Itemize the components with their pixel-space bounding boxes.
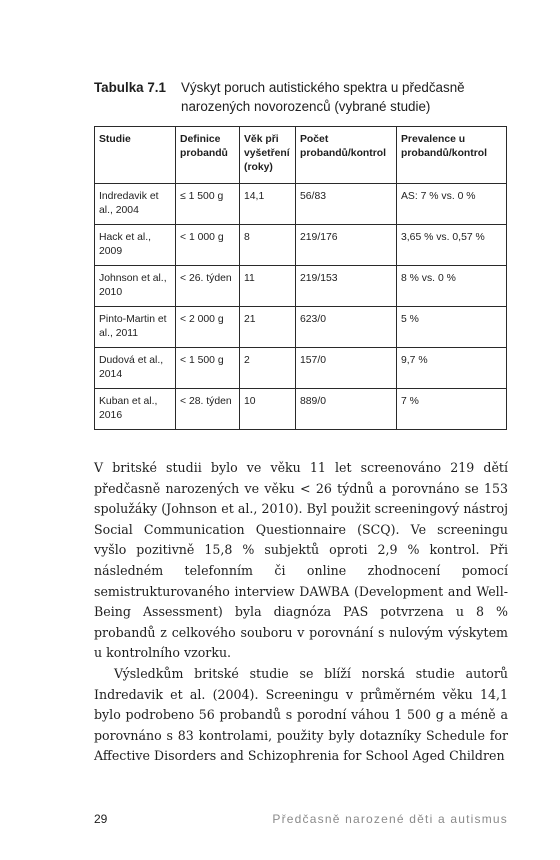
table-cell: Indredavik et al., 2004: [95, 184, 176, 225]
table-cell: 623/0: [296, 307, 397, 348]
table-header-row: [95, 127, 507, 184]
column-header: Studie: [95, 127, 176, 184]
table-cell: Johnson et al., 2010: [95, 266, 176, 307]
table-cell: 157/0: [296, 348, 397, 389]
table-cell: 56/83: [296, 184, 397, 225]
table-cell: 5 %: [397, 307, 507, 348]
table-cell: < 26. týden: [176, 266, 240, 307]
table-row: [95, 266, 507, 307]
table-cell: Kuban et al., 2016: [95, 389, 176, 430]
table-cell: < 1 500 g: [176, 348, 240, 389]
body-text: [94, 458, 508, 767]
table-cell: 8 % vs. 0 %: [397, 266, 507, 307]
table-cell: 10: [240, 389, 296, 430]
paragraph: V britské studii bylo ve věku 11 let screenováno 219 dětí předčasně narozených ve věku < 26 týdnů a porovnáno se 153 spolužáky (Johnson et al., 2010). Byl použit screeningový nástroj Social Communication Questionnaire (SCQ). Ve screeningu vyšlo pozitivně 15,8 % subjektů oproti 2,9 % kontrol. Při následném telefonním či online zhodnocení pomocí semistrukturovaného interview DAWBA (Development and Well-Being Assessment) byla diagnóza PAS potvrzena u 8 % probandů z celkového souboru v porovnání s nulovým výskytem u kontrolního vzorku.: [94, 460, 508, 661]
table-cell: < 28. týden: [176, 389, 240, 430]
table-row: [95, 307, 507, 348]
table-cell: 8: [240, 225, 296, 266]
table-cell: 21: [240, 307, 296, 348]
column-header: Definice probandů: [176, 127, 240, 184]
studies-table: [94, 126, 507, 430]
table-cell: ≤ 1 500 g: [176, 184, 240, 225]
page-number: 29: [94, 812, 108, 826]
table-label: Tabulka 7.1: [94, 80, 166, 95]
table-row: [95, 348, 507, 389]
table-cell: 219/176: [296, 225, 397, 266]
paragraph: Výsledkům britské studie se blíží norská studie autorů Indredavik et al. (2004). Screeningu v průměrném věku 14,1 bylo podrobeno 56 probandů s porodní váhou 1 500 g a méně a porovnáno s 83 kontrolami, použity byly dotazníky Schedule for Affective Disorders and Schizophrenia for School Aged Children: [94, 665, 508, 764]
table-row: [95, 389, 507, 430]
table-cell: < 2 000 g: [176, 307, 240, 348]
running-title: Předčasně narozené děti a autismus: [272, 812, 508, 826]
table-cell: < 1 000 g: [176, 225, 240, 266]
table-cell: Hack et al., 2009: [95, 225, 176, 266]
column-header: Počet probandů/kontrol: [296, 127, 397, 184]
column-header: Prevalence u probandů/kontrol: [397, 127, 507, 184]
table-cell: AS: 7 % vs. 0 %: [397, 184, 507, 225]
table-cell: Dudová et al., 2014: [95, 348, 176, 389]
column-header: Věk při vyšetření (roky): [240, 127, 296, 184]
table-cell: 219/153: [296, 266, 397, 307]
table-row: [95, 184, 507, 225]
table-cell: Pinto-Martin et al., 2011: [95, 307, 176, 348]
table-cell: 3,65 % vs. 0,57 %: [397, 225, 507, 266]
table-cell: 14,1: [240, 184, 296, 225]
table-title: Výskyt poruch autistického spektra u předčasně narozených novorozenců (vybrané studie): [181, 80, 465, 114]
table-cell: 7 %: [397, 389, 507, 430]
table-cell: 889/0: [296, 389, 397, 430]
table-cell: 11: [240, 266, 296, 307]
table-row: [95, 225, 507, 266]
table-cell: 9,7 %: [397, 348, 507, 389]
table-cell: 2: [240, 348, 296, 389]
